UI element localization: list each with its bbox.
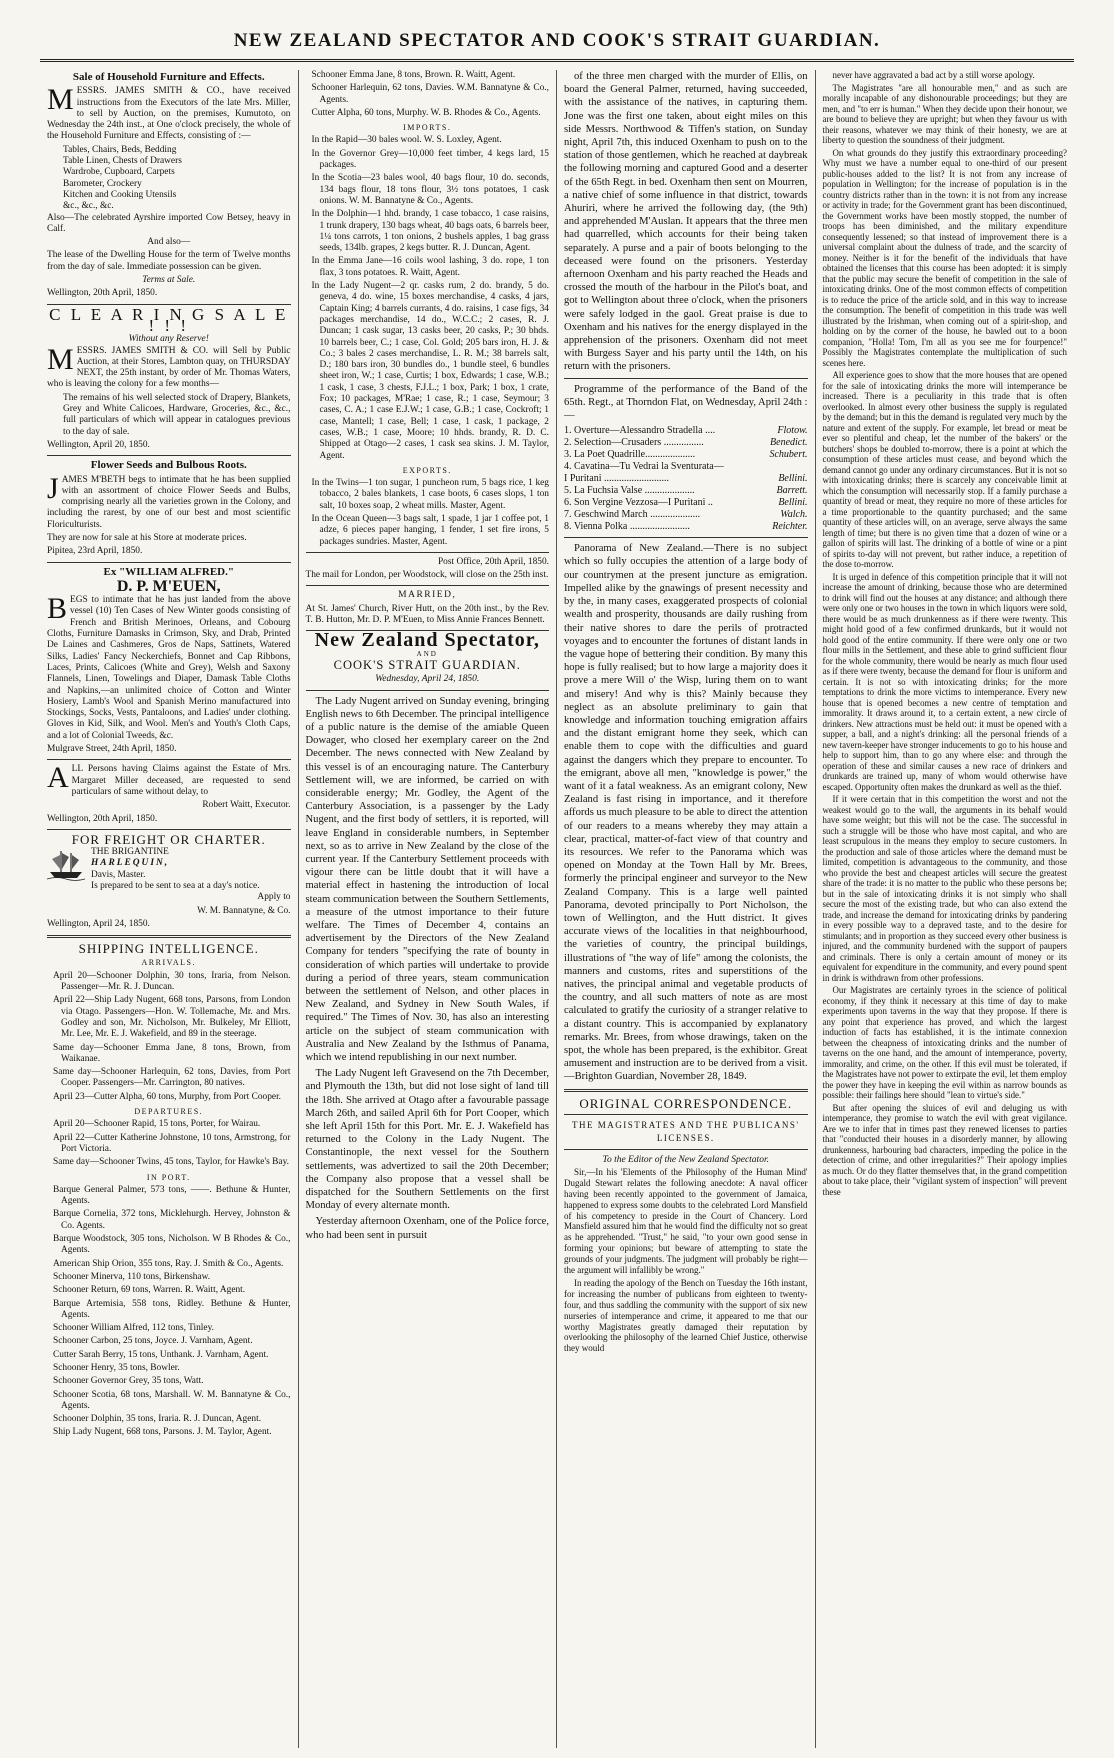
ad-heading: Flower Seeds and Bulbous Roots. <box>90 459 247 472</box>
ad-body: And also— <box>147 237 191 248</box>
list-item: April 20—Schooner Rapid, 15 tons, Porter, for Wairau. <box>53 1119 261 1130</box>
ad-body: AMES M'BETH begs to intimate that he has been supplied with an assortment of choice Flower Seeds and Bulbs, comprising nearly all the varieties grown in the Colony, and including the rarest, by one of our best and most scientific Floriculturists. <box>47 474 291 530</box>
ad-body: The lease of the Dwelling House for the term of Twelve months from the day of sale. Immediate possession can be given. <box>47 250 291 272</box>
list-item: April 23—Cutter Alpha, 60 tons, Murphy, from Port Cooper. <box>53 1091 282 1102</box>
dropcap: M <box>47 83 74 117</box>
merchant-name: D. P. M'EUEN, <box>116 577 221 595</box>
list-item: Same day—Schooner Twins, 45 tons, Taylor, for Hawke's Bay. <box>53 1157 289 1168</box>
subsection-heading: IMPORTS. <box>403 123 452 133</box>
programme-item: 5. La Fuchsia Valse .................... Barrett. <box>564 485 808 497</box>
notice-heading: Post Office, 20th April, 1850. <box>437 556 549 567</box>
list-item: Kitchen and Cooking Utensils <box>63 189 177 200</box>
letter-paragraph: It is urged in defence of this competition principle that it will not increase the amount of drinking, because those who are determined to drink will find out the houses at any distance; and although there were only one or two houses in the town in which liquors were sold, there would be as much drunkenness as if there were twenty. This might hold good of a few confirmed drunkards, but it would not hold good of the entire community. If there were only one or two flour mills in the Settlement, and these able to grind sufficient flour for the whole community, there would be nearly as much flour used as if there were twenty, because the demand for flour is uniform and certain. It is not so with intoxicating drinks; for the more temptations to drink the more victims to intemperance. Every new house that is opened becomes a new centre of temptation and immorality. It draws around it, to a certain extent, a new circle of drinkers. New attractions must be held out: it must be opened with a supper, a ball, and a night's drinking: all the personal friends of a new tavern-keeper have stronger inducements to go to his house and help to support him, than to go any where else: and through the operation of these and similar causes a new race of drinkers and drunkards are trained up, many of whom would otherwise have escaped. Opportunity often makes the drunkard as well as the thief. <box>822 571 1067 792</box>
ad-heading: C L E A R I N G S A L E ! ! ! <box>49 304 289 335</box>
list-item: In the Scotia—23 bales wool, 40 bags flour, 10 do. seconds, 134 bags flour, 18 tons flour, 3½ tons potatoes, 1 cask onions. W. M. Bannatyne & Co., Agents. <box>311 173 549 206</box>
ad-terms: Terms at Sale. <box>142 275 196 286</box>
ad-signature: Robert Waitt, Executor. <box>202 800 291 811</box>
ad-date: Wellington, April 20, 1850. <box>47 439 150 450</box>
newspaper-title: NEW ZEALAND SPECTATOR AND COOK'S STRAIT GUARDIAN. <box>233 30 881 51</box>
ad-date: Mulgrave Street, 24th April, 1850. <box>47 744 177 755</box>
list-item: Tables, Chairs, Beds, Bedding <box>63 144 177 155</box>
programme-intro: Programme of the performance of the Band of the 65th. Regt., at Thorndon Flat, on Wednesday, April 24th :— <box>564 383 808 422</box>
list-item: April 20—Schooner Dolphin, 30 tons, Iraria, from Nelson. Passenger—Mr. R. J. Duncan. <box>53 970 291 993</box>
flower-seeds-ad <box>47 460 291 557</box>
list-item: Cutter Alpha, 60 tons, Murphy. W. B. Rhodes & Co., Agents. <box>311 107 541 118</box>
list-item: Schooner Scotia, 68 tons, Marshall. W. M. Bannatyne & Co., Agents. <box>53 1389 291 1411</box>
list-item: Barque Woodstock, 305 tons, Nicholson. W B Rhodes & Co., Agents. <box>53 1234 291 1256</box>
ad-body: EGS to intimate that he has just landed from the above vessel (10) Ten Cases of New Winter goods consisting of French and British Merinoes, Orleans, and Cobourg Cloths, Furniture Damasks in Crimson, Sky, and Drab, Printed De Laines and Cashmeres, Gros de Naps, Sattinets, Watered Silks, Ladies' Fancy Neckerchiefs, Bonnet and Cap Ribbons, Laces, Prints, Calicoes (White and Grey), Welsh and Saxony Flannels, Linen, Towelings and Diaper, Damask Table Cloths and Napkins,—an unlimited choice of Cotton and Winter Hosiery, Lamb's Wool and Spanish Merino manufactured into Stockings, Socks, Vests, Pantaloons, and Ladies' under clothing. Gloves in Kid, Silk, and Wool. Men's and Youth's Cloth Caps, and a lot of Colonial Tweeds, &c. <box>47 595 291 741</box>
dropcap: A <box>47 761 69 795</box>
ad-subheading: Without any Reserve! <box>128 334 209 345</box>
list-item: Same day—Schooner Harlequin, 62 tons, Davies, from Port Cooper. Passengers—Mr. Carrington, 80 natives. <box>53 1067 291 1089</box>
letter-paragraph: In reading the apology of the Bench on Tuesday the 16th instant, for increasing the number of publicans from eighteen to twenty-four, and thus saddling the community with the support of six new nurseries of intemperance and crime, it appeared to me that our worthy Magistrates greatly damaged their reputation by overlooking the philosophy of the learned Chief Justice, otherwise they would <box>564 1278 808 1354</box>
column-2 <box>299 70 558 1748</box>
column-3 <box>557 70 816 1748</box>
letter-heading: THE MAGISTRATES AND THE PUBLICANS' LICENSES. <box>572 1119 800 1144</box>
article-paragraph: Panorama of New Zealand.—There is no subject which so fully occupies the attention of a large body of our countrymen at the present juncture as emigration. Impelled alike by the gnawings of present necessity and by the, in many cases, exaggerated prospects of colonial wealth and prosperity, thousands are daily rushing from their native shores to dare the perils of protracted voyages and to encounter the fortunes of distant lands in the vague hope of bettering their condition. By many this hope is fully realised; but to how large a majority does it prove a mere Will o' the Wisp, luring them on to want and misery! And why is this? Mainly because they neglect as an absolute preliminary to gain that knowledge and information touching emigration affairs and the distant emigrant home they seek, which can enable them to cope with the difficulties and guard against the dangers which they prepare to encounter. To the emigrant, above all men, "knowledge is power," the want of it a fatal weakness. As an emigrant colony, New Zealand is fast rising in importance, and it therefore affords us much pleasure to be able to direct the attention of our readers to a means whereby they may attain a clear, practical, matter-of-fact view of that country and its resources. We refer to the Panorama which was opened on Monday at the Town Hall by Mr. Brees, formerly the principal engineer and surveyor to the New Zealand Company. This is a large well painted Panorama, devoted principally to Port Nicholson, the town of Wellington, and the Hutt district. It gives accurate views of the localities in that neighbourhood, the varieties of country, the principal buildings, illustrations of "the way of life" among the colonists, the manners and customs, rites and superstitions of the natives, the principal animal and vegetable products of the country, and all such matters of note as are most calculated to gratify the curiosity of a stranger relative to a distant country. This is accompanied by explanatory remarks. Mr. Brees, from whose drawings, taken on the spot, the whole has been prepared, is the exhibitor. Great amusement and instruction are to be derived from a visit.—Brighton Guardian, November 28, 1849. <box>564 543 808 1083</box>
subsection-heading: EXPORTS. <box>402 465 452 475</box>
meuen-ad <box>47 567 291 756</box>
section-heading: ORIGINAL CORRESPONDENCE. <box>579 1095 793 1111</box>
notice-body: At St. James' Church, River Hutt, on the 20th inst., by the Rev. T. B. Hutton, Mr. D. P. M'Euen, to Miss Annie Frances Bennett. <box>305 603 549 626</box>
ad-heading: Sale of Household Furniture and Effects. <box>72 71 265 83</box>
freight-ad <box>47 831 291 930</box>
list-item: Schooner Return, 69 tons, Warren. R. Waitt, Agent. <box>53 1285 246 1296</box>
claims-ad <box>47 761 291 824</box>
letter-paragraph: The Magistrates "are all honourable men," and as such are morally incapable of any dishonourable proceedings; but they are men, and "to err is human." When they decide upon their honour, we are bound to believe they are upright; but when they favour us with their reasons, whatever we may think of their honesty, we are at liberty to question the soundness of their judgment. <box>822 82 1067 145</box>
list-item: Schooner Emma Jane, 8 tons, Brown. R. Waitt, Agent. <box>311 70 516 80</box>
post-office-notice <box>306 557 550 582</box>
list-item: Schooner Governor Grey, 35 tons, Watt. <box>53 1376 204 1387</box>
letter-paragraph: never have aggravated a bad act by a still worse apology. <box>832 70 1035 80</box>
imports-list <box>306 135 550 461</box>
letter-address: To the Editor of the New Zealand Spectator. <box>602 1155 769 1166</box>
programme-item: 8. Vienna Polka ........................ Reichter. <box>564 521 808 533</box>
ad-body: ESSRS. JAMES SMITH & CO., have received instructions from the Executors of the late Mrs. Miller, to sell by Auction, on the premises, Kumutoto, on Wednesday the 24th inst., at One o'clock precisely, the whole of the Household Furniture and Effects, consisting of :— <box>47 86 291 142</box>
column-4 <box>816 70 1075 1748</box>
notice-body: The mail for London, per Woodstock, will close on the 25th inst. <box>305 570 549 581</box>
article-paragraph: The Lady Nugent left Gravesend on the 7th December, and Plymouth the 13th, but did not lose sight of land till the 18th. She arrived at Otago after a favourable passage March 26th, and sailed April 6th for Port Cooper, which she left April 15th for this Port. Mr. E. J. Wakefield has returned to the Colony in the Lady Nugent. The Constantinople, the next vessel for the Southern settlements, was advertized to sail the 20th December; the Company also propose that a vessel shall be dispatched for the Southern Settlements on the first Monday of every alternate month. <box>305 1068 549 1212</box>
list-item: In the Governor Grey—10,000 feet timber, 4 kegs lard, 15 packages. <box>311 148 549 171</box>
ad-body: ESSRS. JAMES SMITH & CO. will Sell by Public Auction, at their Stores, Lambton quay, on THURSDAY NEXT, the 25th instant, by order of Mr. Thomas Waters, who is leaving the colony for a few months— <box>47 345 291 390</box>
list-item: Table Linen, Chests of Drawers <box>63 156 182 167</box>
notice-heading: MARRIED, <box>398 590 457 601</box>
article-paragraph: The Lady Nugent arrived on Sunday evening, bringing English news to 6th December. The principal intelligence of a public nature is the demise of the amiable Queen Dowager, who closed her exemplary career on the 2nd December. The news connected with New Zealand by this vessel is of an encouraging nature. The Canterbury Settlement will, we are informed, be carried on with considerable energy; Mr. Godley, the Agent of the Canterbury Association, is a passenger by the Lady Nugent, and the first body of settlers, it is reported, will leave England in considerable numbers, in September next, so as to arrive in New Zealand by the close of the current year. If the Canterbury Settlement proceeds with vigour there can be little doubt that it will have a material effect in hastening the introduction of local steam communication between the Southern Settlements, a measure of the utmost importance to their future welfare. The Times of December 4, contains an advertisement by the Directors of the New Zealand Company for tenders "specifying the rate of bounty in consideration of which parties will undertake to provide during a period of three years, steam communication between the settlement of Nelson, and other places in New Zealand, and Sydney in New South Wales, if required." The Times of Nov. 30, has also an interesting article on the subject of steam communication with Australia and New Zealand by the Isthmus of Panama, which we intend republishing in our next number. <box>305 695 549 1064</box>
subsection-heading: DEPARTURES. <box>134 1107 204 1117</box>
married-notice <box>306 590 550 626</box>
shipping-intelligence <box>47 943 291 1439</box>
dropcap: J <box>47 471 59 505</box>
list-item: Schooner Henry, 35 tons, Bowler. <box>53 1362 180 1373</box>
vessel-name: HARLEQUIN, <box>91 858 170 869</box>
list-item: In the Dolphin—1 hhd. brandy, 1 case tobacco, 1 case raisins, 1 trunk drapery, 130 bags wheat, 40 bags oats, 6 barrels beer, 1¼ tons carrots, 1 ton onions, 2 bushels apples, 1 bag grass seeds, 134lb. grapes, 2 kegs butter. R. J. Duncan, Agent. <box>311 209 549 254</box>
ad-body: The remains of his well selected stock of Drapery, Blankets, Grey and White Calicoes, Hardware, Groceries, &c., &c., full particulars of which will appear in catalogues previous to the day of sale. <box>63 392 291 437</box>
programme-list <box>564 425 808 533</box>
column-1 <box>40 70 299 1748</box>
subsection-heading: ARRIVALS. <box>141 958 196 968</box>
article-paragraph: of the three men charged with the murder of Ellis, on board the General Palmer, returned, having succeeded, with the assistance of the natives, in capturing them. Jone was the first one taken, about eight miles on this side Messrs. Northwood & Tiffen's station, on Sunday night, April 7th, this induced Oxenham to push on to the station of those gentlemen, which he reached at daybreak the following morning and captured Good and a deserter of the 65th Regt. in bed. Oxenham then sent on Mourren, a native chief of some influence in that district, towards Ahuriri, where he arrived the following day, (the 9th) and apprehended M'Auslan. It appears that the three men had quarrelled, which accounts for their being taken separately. A purse and a pair of boots belonging to the deceased were found on the prisoners. Yesterday afternoon Oxenham and his party reached the Heads and crossed the mouth of the harbour in the Pilot's boat, and got to Wellington about three o'clock, when the prisoners were safely lodged in the gaol. Great praise is due to Oxenham and his natives for the energy displayed in the apprehension of the prisoners. Oxenham did not meet with Burgess Sayer and his party until the 14th, on his return with the prisoners. <box>564 71 808 373</box>
list-item: Ship Lady Nugent, 668 tons, Parsons. J. M. Taylor, Agent. <box>53 1427 272 1438</box>
programme-item: 1. Overture—Alessandro Stradella .... Flotow. <box>564 425 808 437</box>
ad-date: Wellington, 20th April, 1850. <box>47 813 158 824</box>
list-item: In the Twins—1 ton sugar, 1 puncheon rum, 5 bags rice, 1 keg tobacco, 2 bales blankets, 1 case boots, 6 cases slops, 1 ton salt, 10 boxes soap, 2 wheat mills. Master, Agent. <box>311 478 549 511</box>
issue-date: Wednesday, April 24, 1850. <box>375 674 480 685</box>
ad-line: THE BRIGANTINE <box>91 847 169 858</box>
ad-line: Davis, Master. <box>91 869 146 880</box>
letter-paragraph: Sir,—In his 'Elements of the Philosophy of the Human Mind' Dugald Stewart relates the following anecdote: A naval officer having been recently appointed to the government of Jamaica, happened to express some doubts to the celebrated Lord Mansfield of his competency to preside in the Court of Chancery. Lord Mansfield assured him that he would find the difficulty not so great as he apprehended. "Trust," he said, "to your own good sense in forming your opinions; but beware of attempting to state the grounds of your judgments. The judgment will probably be right—the argument will infallibly be wrong." <box>564 1167 808 1275</box>
letter-paragraph: But after opening the sluices of evil and deluging us with intemperance, they promise to watch the evil with great vigilance. Are we to infer that in times past they renewed licenses to parties that "conducted their houses in a disorderly manner, by allowing drunkenness, harbouring bad characters, impeding the police in the detection of crime, and other irregularities?" Their apology implies as much. Or do they flatter themselves that, in the grand competition about to take place, their "vigilant system of inspection" will prevent these <box>822 1102 1067 1197</box>
list-item: In the Ocean Queen—3 bags salt, 1 spade, 1 jar 1 coffee pot, 1 adze, 6 pieces paper hanging, 1 fender, 1 set fire irons, 5 packages sundries. Master, Agent. <box>311 513 549 547</box>
list-item: April 22—Ship Lady Nugent, 668 tons, Parsons, from London via Otago. Passengers—Hon. W. Tollemache, Mr. and Mrs. Godley and son, Mr. Nicholson, Mr. Bulkeley, Mr Elliott, Mr. Lee, Mr. E. J. Wakefield, and 89 in the steerage. <box>53 995 291 1040</box>
ship-icon <box>47 847 85 881</box>
list-item: Barque Artemisia, 558 tons, Ridley. Bethune & Hunter, Agents. <box>53 1298 291 1320</box>
ad-body: They are now for sale at his Store at moderate prices. <box>47 532 247 543</box>
list-item: Schooner Harlequin, 62 tons, Davies. W.M. Bannatyne & Co., Agents. <box>311 83 549 105</box>
dropcap: M <box>47 342 74 376</box>
letter-paragraph: If it were certain that in this competition the worst and not the weakest would go to the wall, the arguments in its behalf would have some weight; but this will not be the case. The successful in such a struggle will be those who have most capital, and who are least scrupulous in the means they employ to secure customers. In the production and sale of those articles where the demand must be limited, competition is advantageous to the community, and those who provide the best and cheapest articles will secure the greatest share of the trade: it is no matter to the public who these persons be; but in the sale of intoxicating drinks it is not simply who shall secure the most of the existing trade, but who can also extend the trade, and increase the demand for intoxicating drinks by pandering in every possible way to a depraved taste, and to the desire for stimulants; and in proportion as they succeed every other business is injured, and the community burdened with the support of paupers and criminals. There is only a certain amount of money or its equivalent for expenditure in the community, and every pound spent in drink is withdrawn from other professions. <box>822 794 1067 983</box>
list-item: In the Rapid—30 bales wool. W. S. Loxley, Agent. <box>311 135 502 146</box>
list-item: Schooner Carbon, 25 tons, Joyce. J. Varnham, Agent. <box>53 1336 253 1347</box>
list-item: Barque Cornelia, 372 tons, Micklehurgh. Hervey, Johnston & Co. Agents. <box>53 1209 291 1231</box>
ad-body: Also—The celebrated Ayrshire imported Cow Betsey, heavy in Calf. <box>47 212 291 234</box>
ad-body: LL Persons having Claims against the Estate of Mrs. Margaret Miller deceased, are requested to send particulars of same without delay, to <box>71 764 291 797</box>
programme-item: 3. La Poet Quadrille.................... Schubert. <box>564 449 808 461</box>
in-port-continued <box>306 70 550 119</box>
ad-signature: W. M. Bannatyne, & Co. <box>197 905 291 916</box>
list-item: Barque General Palmer, 573 tons, ——. Bethune & Hunter, Agents. <box>53 1184 291 1207</box>
nameplate-and: AND <box>416 649 438 658</box>
ad-date: Pipitea, 23rd April, 1850. <box>47 546 143 557</box>
ad-date: Wellington, April 24, 1850. <box>47 918 150 929</box>
article-paragraph: Yesterday afternoon Oxenham, one of the Police force, who had been sent in pursuit <box>305 1216 549 1241</box>
furniture-sale-ad <box>47 72 291 300</box>
list-item: Schooner William Alfred, 112 tons, Tinley. <box>53 1323 214 1334</box>
programme-item: 7. Geschwind March .................... Walch. <box>564 509 808 521</box>
list-item: Cutter Sarah Berry, 15 tons, Unthank. J. Varnham, Agent. <box>53 1349 269 1360</box>
ad-line: Is prepared to be sent to sea at a day's notice. <box>91 881 260 891</box>
list-item: Schooner Minerva, 110 tons, Birkenshaw. <box>53 1271 211 1282</box>
clearing-sale-ad <box>47 304 291 452</box>
masthead <box>40 22 1074 62</box>
list-item: Same day—Schooner Emma Jane, 8 tons, Brown, from Waikanae. <box>53 1042 291 1064</box>
ad-heading: Ex "WILLIAM ALFRED." <box>103 565 234 578</box>
dropcap: B <box>47 592 68 626</box>
letter-paragraph: On what grounds do they justify this extraordinary proceeding? Why must we have a number equal to one-third of our present public-houses added to the list? It is not from any increase of population in Wellington; for the increase of population is in the country districts rather than in the town: it is not from any increase or activity in trade; for the Government grant has been discontinued, the Government works have been mostly stopped, the number of troops has been diminished, and the military expenditure consequently lessened; so that instead of improvement there is a universal complaint about the dulness of trade, and the scarcity of money. Neither is it for the benefit of the individuals that have obtained the licenses that this course has been adopted: it is simply that the public may secure the benefit of competition in the sale of intoxicating drinks. One of the most common effects of competition is to reduce the price of the article sold, and in this way to increase the consumption. The benefit of competition in this trade was well illustrated by the Irishman, when coming out of a spirit-shop, and holding on by the corner of the house, he bawled out to a boon companion, "Holla! Tom, I'm all as you see me for fourpence!" Possibly the Magistrates contemplate the multiplication of such scenes here. <box>822 147 1067 368</box>
exports-list <box>306 478 550 548</box>
programme-item: 4. Cavatina—Tu Vedrai la Sventurata— <box>564 461 724 473</box>
item-list <box>47 145 291 213</box>
list-item: &c., &c., &c. <box>63 201 114 212</box>
ad-line: Apply to <box>257 892 291 903</box>
ad-date: Wellington, 20th April, 1850. <box>47 288 158 299</box>
programme-item: I Puritani .......................... Bellini. <box>564 473 808 485</box>
list-item: April 22—Cutter Katherine Johnstone, 10 tons, Armstrong, for Port Victoria. <box>53 1132 291 1154</box>
list-item: Schooner Dolphin, 35 tons, Iraria. R. J. Duncan, Agent. <box>53 1414 262 1425</box>
subsection-heading: IN PORT. <box>146 1172 191 1182</box>
section-heading: SHIPPING INTELLIGENCE. <box>78 941 259 957</box>
nameplate: New Zealand Spectator, <box>314 629 540 652</box>
nameplate-subtitle: COOK'S STRAIT GUARDIAN. <box>333 657 521 672</box>
list-item: In the Emma Jane—16 coils wool lashing, 3 do. rope, 1 ton flax, 3 tons potatoes. R. Waitt, Agent. <box>311 256 549 278</box>
letter-paragraph: All experience goes to show that the more houses that are opened for the sale of intoxicating drinks the more will intemperance be increased. There is a peculiarity in this trade that is often overlooked. In almost every other business the supply is regulated by the demand; but in this the demand is regulated very much by the nature and extent of the supply. For example, let bread or meat be ever so plentiful and cheap, let the number of the bakers' or the butchers' shops be doubled to-morrow, there is a point at which the consumption of these articles must cease, and beyond which the demand cannot go under any ordinary circumstances. But it is not so with intoxicating drinks; there is scarcely any conceivable limit at which the consumption will necessarily stop. If a family purchase a quantity of bread or meat, they require no more of these articles for a time proportionable to the quantity purchased; and the same quantity of these articles will, on an average, serve always the same length of time; but there is no given time that a dozen of wine or a gallon of spirits will last. The drinking of a bottle of wine or a pint of spirits to-day will not prevent, but rather induce, a repetition of the dose to-morrow. <box>822 370 1067 569</box>
programme-item: 6. Son Vergine Vezzosa—I Puritani .. Bellini. <box>564 497 808 509</box>
letter-paragraph: Our Magistrates are certainly tyroes in the science of political economy, if they think it necessary at this time of day to make experiments upon taverns in the way that they propose. If there is any point that experience has proved, and which the largest induction of facts has established, it is the intimate connexion between the cheapness of intoxicating drinks and the number of taverns on the one hand, and the amount of intemperance, poverty, immorality, and crime, on the other. If this evil must be tolerated, if the Magistrates have not power to extirpate the evil, let them employ the power they have in keeping the evil within as narrow bounds as possible: their failings here should "lean to virtue's side." <box>822 985 1067 1100</box>
list-item: Wardrobe, Cupboard, Carpets <box>63 167 175 178</box>
list-item: In the Lady Nugent—2 qr. casks rum, 2 do. brandy, 5 do. geneva, 4 do. wine, 15 boxes merchandise, 4 casks, 4 jars, Captain King; 4 barrels currants, 4 do. raisins, 1 case figs, 34 packages merchandise, 14 do., W.C.C.; 2 cases, R. J. Duncan; 1 cask sugar, 13 casks beer, 20 casks, P.; 30 bhds. 10 barrels beer, C.; 1 case, Col. Gold; 205 bars iron, H. J. & Co.; 3 bales 2 cases merchandise, L. R. M.; 38 barrels salt, D.; 180 bars iron, 30 bundles do., 1 bundle steel, 6 bundles sheet iron, W.; 1 case, Curtis; 1 box, Edwards; 1 case, W.B.; 1 cask, 1 case, 3 chests, F.J.L.; 1 box, Park; 1 box, 1 crate, Fox; 10 packages, M'Rae; 1 case, R.; 1 case, Seymour; 3 cases, C. A.; 1 case E.J.W.; 1 case, G.B.; 1 case, Cockroft; 1 case, Mantell; 1 case, Bell; 1 case, 1 cask, 1 package, 2 cases, W.B.; 1 case, Moore; 10 hhds. brandy, R. D. C. Shipped at Otago—2 cases, 1 cask sea skins. J. M. Taylor, Agent. <box>311 281 549 461</box>
list-item: Barometer, Crockery <box>63 178 142 189</box>
ad-heading: FOR FREIGHT OR CHARTER. <box>71 831 266 847</box>
page-columns <box>40 70 1074 1748</box>
list-item: American Ship Orion, 355 tons, Ray. J. Smith & Co., Agents. <box>53 1258 284 1269</box>
programme-item: 2. Selection—Crusaders ................ Benedict. <box>564 437 808 449</box>
leader-article <box>306 695 550 1242</box>
